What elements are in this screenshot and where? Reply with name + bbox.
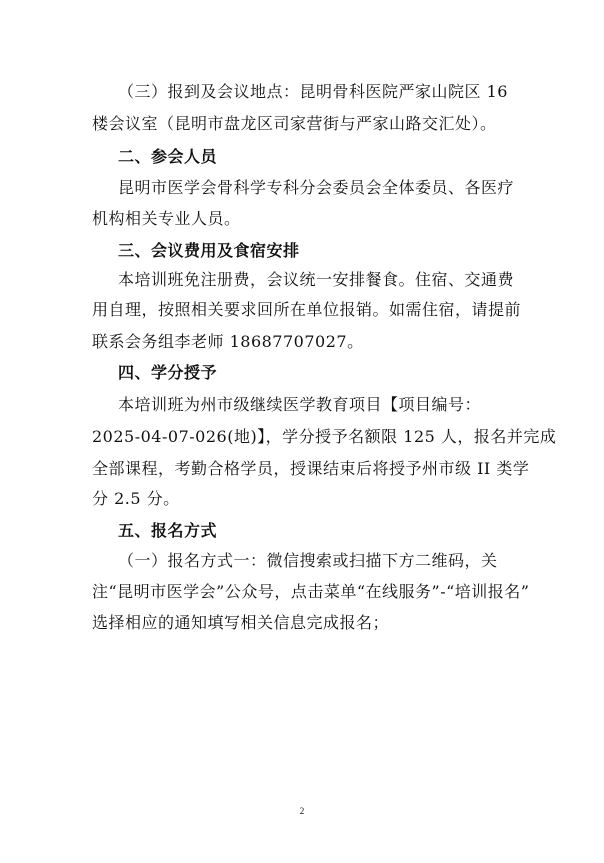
section-heading-credits: 四、学分授予 xyxy=(118,363,218,382)
fees-line-3: 联系会务组李老师 18687707027。 xyxy=(92,332,364,351)
registration-line-1: （一）报名方式一：微信搜索或扫描下方二维码，关 xyxy=(118,551,498,570)
credits-line-2: 2025-04-07-026(地)】，学分授予名额限 125 人，报名并完成 xyxy=(92,427,557,446)
section-heading-attendees: 二、参会人员 xyxy=(118,147,218,166)
section-heading-registration: 五、报名方式 xyxy=(118,521,218,540)
attendees-line-1: 昆明市医学会骨科学专科分会委员会全体委员、各医疗 xyxy=(118,178,515,197)
registration-line-3: 选择相应的通知填写相关信息完成报名； xyxy=(92,613,390,632)
credits-line-3: 全部课程，考勤合格学员，授课结束后将授予州市级 II 类学 xyxy=(92,459,530,478)
fees-line-1: 本培训班免注册费，会议统一安排餐食。住宿、交通费 xyxy=(118,270,515,289)
venue-line-2: 楼会议室（昆明市盘龙区司家营街与严家山路交汇处）。 xyxy=(92,114,497,133)
venue-line-1: （三）报到及会议地点：昆明骨科医院严家山院区 16 xyxy=(118,82,508,101)
fees-line-2: 用自理，按照相关要求回所在单位报销。如需住宿，请提前 xyxy=(92,300,522,319)
attendees-line-2: 机构相关专业人员。 xyxy=(92,209,241,228)
registration-line-2: 注“昆明市医学会”公众号，点击菜单“在线服务”-“培训报名” xyxy=(92,582,530,601)
section-heading-fees: 三、会议费用及食宿安排 xyxy=(118,241,300,260)
credits-line-1: 本培训班为州市级继续医学教育项目【项目编号： xyxy=(118,395,482,414)
page-number: 2 xyxy=(299,806,305,816)
credits-line-4: 分 2.5 分。 xyxy=(92,489,180,508)
